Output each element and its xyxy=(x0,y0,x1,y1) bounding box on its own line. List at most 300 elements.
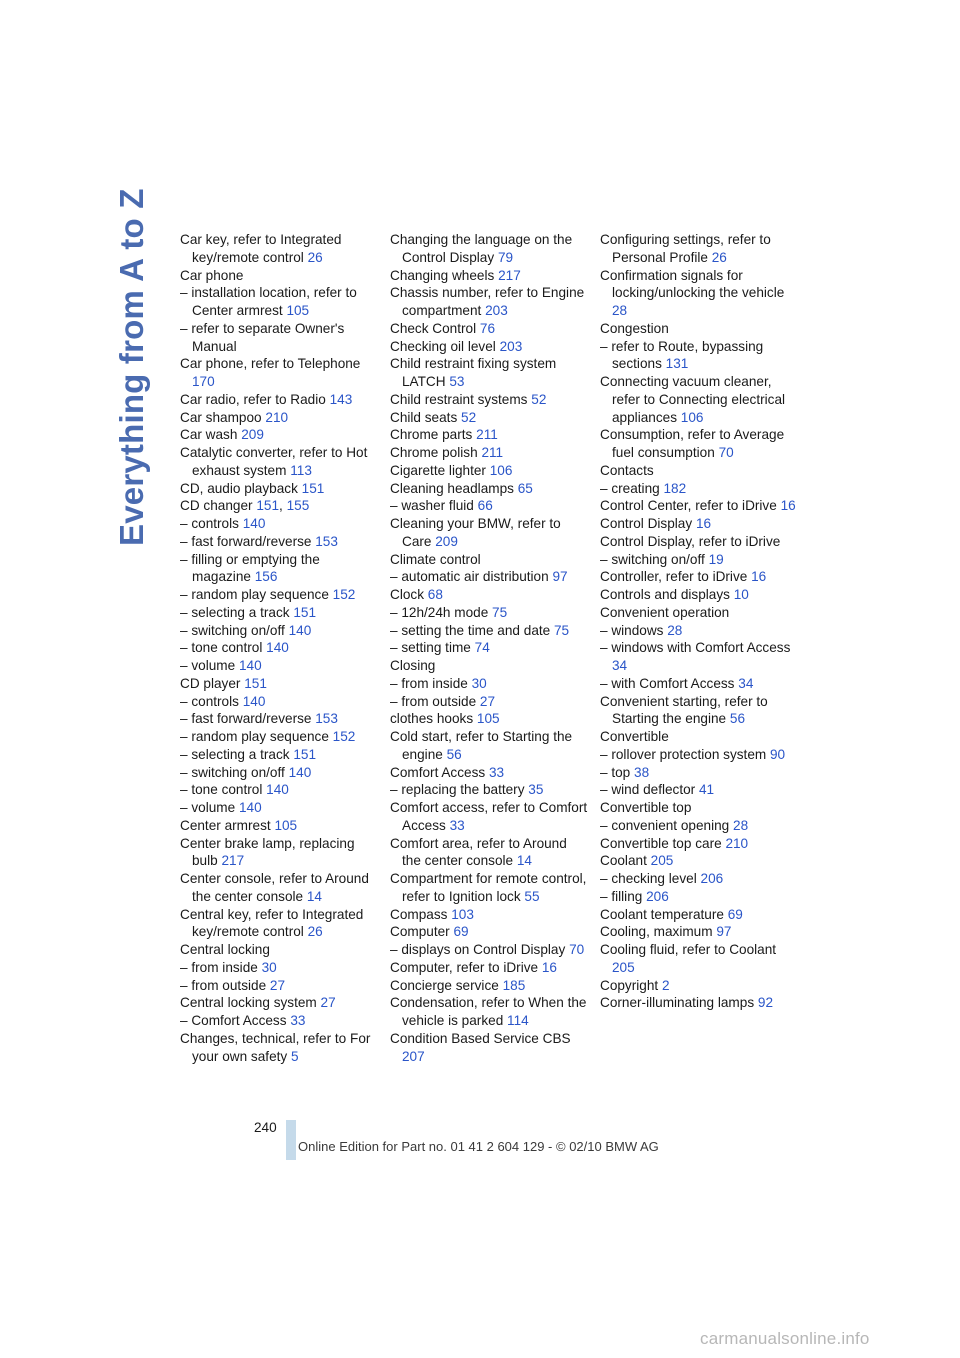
index-entry xyxy=(180,870,378,906)
index-entry-text: – washer fluid xyxy=(390,498,474,514)
index-entry xyxy=(600,977,798,995)
page-link[interactable]: 113 xyxy=(290,462,312,478)
index-entry-text: Cigarette lighter xyxy=(390,462,486,478)
index-entry-text: Corner-illuminating lamps xyxy=(600,995,755,1011)
page-link[interactable]: 33 xyxy=(449,817,465,833)
index-entry xyxy=(600,373,798,426)
index-entry-text: – tone control xyxy=(180,782,263,798)
index-entry xyxy=(390,462,588,480)
index-entry-text: – from inside xyxy=(390,675,468,691)
index-entry-text: – convenient opening xyxy=(600,817,730,833)
page-link[interactable]: 66 xyxy=(477,498,493,514)
page-link[interactable]: 28 xyxy=(667,622,683,638)
index-entry xyxy=(390,870,588,906)
page-link[interactable]: 217 xyxy=(498,267,521,283)
page-link[interactable]: 140 xyxy=(242,693,266,709)
page-link[interactable]: 106 xyxy=(680,409,704,425)
index-column-2 xyxy=(390,231,588,1065)
page-link[interactable]: 5 xyxy=(290,1048,299,1064)
page-link[interactable]: 69 xyxy=(453,924,469,940)
index-entry-text: Condition Based Service CBS xyxy=(390,1030,571,1046)
page-link[interactable]: 209 xyxy=(241,427,264,443)
page-link[interactable]: 211 xyxy=(481,445,504,460)
page-link[interactable]: 34 xyxy=(738,675,754,691)
index-entry-text: Coolant xyxy=(600,853,647,869)
page-link[interactable]: 70 xyxy=(569,942,585,957)
index-entry xyxy=(180,941,378,959)
index-entry-text: Control Display xyxy=(600,516,693,531)
page-link[interactable]: 210 xyxy=(725,835,749,851)
index-entry xyxy=(600,267,798,320)
index-entry xyxy=(390,568,588,586)
index-entry xyxy=(180,426,378,444)
page-link[interactable]: 16 xyxy=(541,959,557,975)
page-link[interactable]: 103 xyxy=(451,906,474,922)
index-entry xyxy=(600,799,798,817)
index-entry xyxy=(600,586,798,604)
page-link[interactable]: 38 xyxy=(634,764,650,780)
index-entry xyxy=(600,426,798,462)
page-link[interactable]: 151 xyxy=(293,746,317,762)
index-entry-text: Chassis number, refer to Engine compartment xyxy=(390,285,585,318)
page-link[interactable]: 16 xyxy=(751,569,767,585)
index-entry xyxy=(180,1012,378,1030)
index-entry xyxy=(600,746,798,764)
index-entry-text: – windows xyxy=(600,622,664,638)
index-entry xyxy=(600,888,798,906)
page-link[interactable]: 41 xyxy=(699,782,715,798)
watermark: carmanualsonline.info xyxy=(700,1329,870,1348)
index-entry xyxy=(600,923,798,941)
index-entry xyxy=(390,267,588,285)
index-entry xyxy=(600,764,798,782)
index-entry-text: – wind deflector xyxy=(600,782,696,798)
index-entry xyxy=(180,835,378,871)
page-link[interactable]: 140 xyxy=(242,516,266,531)
index-entry xyxy=(180,533,378,551)
page-link[interactable]: 26 xyxy=(307,924,323,940)
page-link[interactable]: 52 xyxy=(461,409,477,425)
page-link[interactable]: 26 xyxy=(711,249,727,265)
page-link[interactable]: 27 xyxy=(269,977,286,993)
index-entry-text: Convenient starting, refer to Starting the engine xyxy=(600,693,768,727)
index-entry xyxy=(600,515,798,533)
index-entry-text: – filling or emptying the magazine xyxy=(180,551,320,585)
page-link[interactable]: 207 xyxy=(402,1048,425,1064)
index-entry xyxy=(390,426,588,444)
page-link[interactable]: 92 xyxy=(757,995,774,1011)
index-entry xyxy=(390,693,588,711)
page-link[interactable]: 170 xyxy=(192,374,215,389)
page-link[interactable]: 34 xyxy=(612,658,628,673)
page-link[interactable]: 205 xyxy=(612,959,635,975)
index-entry-text: Car phone, refer to Telephone xyxy=(180,356,361,372)
index-entry-text: Car phone xyxy=(180,267,244,283)
index-entry-text: – switching on/off xyxy=(600,551,705,567)
index-entry-text: Connecting vacuum cleaner, refer to Connecting electrical appliances xyxy=(600,374,786,425)
page-link[interactable]: 16 xyxy=(695,516,712,531)
page-link[interactable]: 151 xyxy=(256,498,280,514)
index-entry-text: Congestion xyxy=(600,320,669,336)
index-entry xyxy=(180,586,378,604)
page-link[interactable]: 68 xyxy=(427,587,443,602)
index-entry xyxy=(390,604,588,622)
index-entry-text: Closing xyxy=(390,658,436,673)
index-entry-text: Check Control xyxy=(390,320,477,336)
index-entry xyxy=(180,764,378,782)
index-entry xyxy=(390,959,588,977)
index-entry-text: Cold start, refer to Starting the engine xyxy=(390,729,573,762)
index-entry-text: Control Display, refer to iDrive xyxy=(600,533,781,549)
index-entry xyxy=(390,320,588,338)
index-entry-text: Car shampoo xyxy=(180,409,262,425)
index-entry-text: Clock xyxy=(390,587,424,602)
index-entry xyxy=(390,231,588,267)
index-entry xyxy=(600,480,798,498)
page-link[interactable]: 56 xyxy=(729,711,746,727)
page-link[interactable]: 152 xyxy=(332,587,356,602)
index-entry xyxy=(390,799,588,835)
index-entry-text: Copyright xyxy=(600,977,659,993)
page-link[interactable]: 209 xyxy=(435,533,458,549)
index-entry-text: Comfort area, refer to Around the center console xyxy=(390,835,567,869)
page-link[interactable]: 10 xyxy=(733,587,749,602)
index-entry xyxy=(390,409,588,427)
index-entry-text: Compass xyxy=(390,906,448,922)
index-entry xyxy=(600,941,798,977)
page-link[interactable]: 27 xyxy=(479,693,496,709)
page-link[interactable]: 26 xyxy=(307,249,323,265)
page-link[interactable]: 206 xyxy=(700,871,724,886)
index-entry-text: – windows with Comfort Access xyxy=(600,640,791,656)
footer-accent-bar xyxy=(286,1120,296,1160)
index-entry-text: Cooling, maximum xyxy=(600,924,713,940)
index-entry xyxy=(600,781,798,799)
page-link[interactable]: 16 xyxy=(780,498,796,514)
index-entry-text: – setting the time and date xyxy=(390,622,551,638)
index-entry-text: Concierge service xyxy=(390,977,499,993)
index-entry xyxy=(390,515,588,551)
index-entry xyxy=(390,906,588,924)
index-entry-text: Controls and displays xyxy=(600,587,730,602)
index-entry-text: Climate control xyxy=(390,551,481,567)
index-entry xyxy=(180,284,378,320)
index-entry xyxy=(600,693,798,729)
index-entry-text: – from inside xyxy=(180,959,258,975)
page-link[interactable]: 140 xyxy=(238,658,262,673)
index-entry-text: – Comfort Access xyxy=(180,1013,287,1028)
index-entry xyxy=(180,604,378,622)
page-link[interactable]: 28 xyxy=(612,303,628,318)
index-entry-text: – selecting a track xyxy=(180,604,290,620)
page-link[interactable]: 90 xyxy=(770,746,786,762)
index-entry-text: – replacing the battery xyxy=(390,782,525,798)
index-entry-text: Cleaning headlamps xyxy=(390,480,514,496)
index-entry-text: – fast forward/reverse xyxy=(180,711,312,727)
page-link[interactable]: 185 xyxy=(502,977,526,993)
index-entry xyxy=(390,923,588,941)
page-link[interactable]: 153 xyxy=(315,533,338,549)
index-entry xyxy=(180,977,378,995)
index-entry xyxy=(600,338,798,374)
index-entry-text: Comfort Access xyxy=(390,764,486,780)
index-entry xyxy=(390,284,588,320)
index-entry-text: Computer xyxy=(390,924,450,940)
index-entry xyxy=(600,906,798,924)
index-entry xyxy=(180,391,378,409)
index-entry xyxy=(180,320,378,356)
index-entry xyxy=(600,551,798,569)
page-link[interactable]: 105 xyxy=(286,303,310,318)
page-link[interactable]: 14 xyxy=(516,853,532,869)
index-entry xyxy=(390,710,588,728)
index-entry-text: – setting time xyxy=(390,640,471,656)
page-link[interactable]: 114 xyxy=(507,1013,529,1028)
index-entry xyxy=(390,657,588,675)
page-link[interactable]: 140 xyxy=(266,640,289,656)
index-entry xyxy=(180,959,378,977)
index-entry-text: CD player xyxy=(180,675,241,691)
page-link[interactable]: 210 xyxy=(265,409,289,425)
index-entry-text: – automatic air distribution xyxy=(390,569,549,585)
page-link[interactable]: 35 xyxy=(528,782,544,798)
index-entry-text: Child restraint systems xyxy=(390,391,528,407)
page-link[interactable]: 140 xyxy=(266,782,289,798)
index-entry xyxy=(600,852,798,870)
index-entry xyxy=(390,391,588,409)
page-link[interactable]: 182 xyxy=(663,480,687,496)
index-entry xyxy=(390,480,588,498)
index-entry xyxy=(390,941,588,959)
index-entry-text: Changing the language on the Control Display xyxy=(390,232,573,265)
index-entry xyxy=(600,231,798,267)
page-link[interactable]: 140 xyxy=(238,800,262,815)
index-entry-text: CD changer xyxy=(180,498,253,514)
index-entry-text: Changes, technical, refer to For your own safety xyxy=(180,1030,371,1064)
index-entry-text: Central locking system xyxy=(180,995,317,1011)
index-entry xyxy=(180,728,378,746)
page-link[interactable]: 97 xyxy=(716,924,732,940)
index-entry-text: – random play sequence xyxy=(180,729,329,744)
page-link[interactable]: 151 xyxy=(244,675,267,691)
page-link[interactable]: 217 xyxy=(221,853,245,869)
index-entry xyxy=(390,355,588,391)
index-entry xyxy=(390,497,588,515)
index-entry xyxy=(180,799,378,817)
index-entry-text: Changing wheels xyxy=(390,267,495,283)
page-link[interactable]: 30 xyxy=(261,959,277,975)
index-entry-text: – selecting a track xyxy=(180,746,290,762)
index-entry-text: Controller, refer to iDrive xyxy=(600,569,748,585)
index-entry-text: Consumption, refer to Average fuel consumption xyxy=(600,427,785,460)
page-link[interactable]: 151 xyxy=(293,604,317,620)
index-entry-text: – volume xyxy=(180,800,236,815)
index-entry xyxy=(600,639,798,675)
index-entry-text: – controls xyxy=(180,516,239,531)
page-link[interactable]: 75 xyxy=(492,604,508,620)
index-entry xyxy=(180,710,378,728)
index-entry xyxy=(180,231,378,267)
page-link[interactable]: 52 xyxy=(531,391,547,407)
page-link[interactable]: 74 xyxy=(474,640,490,656)
index-entry-text: Checking oil level xyxy=(390,338,496,354)
index-entry xyxy=(390,728,588,764)
index-entry-text: Compartment for remote control, refer to Ignition lock xyxy=(390,871,587,904)
index-entry-text: – from outside xyxy=(180,977,267,993)
index-entry xyxy=(390,835,588,871)
page-link[interactable]: 33 xyxy=(488,764,505,780)
page-link[interactable]: 143 xyxy=(329,391,353,407)
page-link[interactable]: 19 xyxy=(708,551,724,567)
index-entry-text: – with Comfort Access xyxy=(600,675,735,691)
index-entry-text: – controls xyxy=(180,693,239,709)
index-entry-text: clothes hooks xyxy=(390,711,474,727)
index-entry xyxy=(180,639,378,657)
footer-edition-note: Online Edition for Part no. 01 41 2 604 129 - © 02/10 BMW AG xyxy=(298,1139,659,1154)
index-entry xyxy=(180,409,378,427)
index-entry-text: – tone control xyxy=(180,640,263,656)
index-entry-text: Chrome polish xyxy=(390,445,478,460)
index-entry-text: Catalytic converter, refer to Hot exhaust system xyxy=(180,445,368,478)
page-link[interactable]: 155 xyxy=(286,498,310,514)
index-entry-text: – 12h/24h mode xyxy=(390,604,489,620)
index-entry xyxy=(180,675,378,693)
page-link[interactable]: 69 xyxy=(727,906,743,922)
page-link[interactable]: 131 xyxy=(665,356,689,372)
index-entry-text: Contacts xyxy=(600,462,654,478)
page-link[interactable]: 105 xyxy=(476,711,500,727)
index-column-3 xyxy=(600,231,798,1012)
index-entry-text: Car wash xyxy=(180,427,238,443)
index-entry-text: Cleaning your BMW, refer to Care xyxy=(390,516,561,549)
page-link[interactable]: 75 xyxy=(554,622,570,638)
index-entry xyxy=(180,1030,378,1066)
index-entry-text: Child seats xyxy=(390,409,458,425)
index-entry-text: – displays on Control Display xyxy=(390,942,566,957)
page-link[interactable]: 140 xyxy=(288,622,312,638)
index-entry xyxy=(390,586,588,604)
index-entry xyxy=(600,994,798,1012)
index-entry xyxy=(390,338,588,356)
index-entry-text: Car radio, refer to Radio xyxy=(180,391,326,407)
index-entry-text: Convenient operation xyxy=(600,604,730,620)
index-entry-text: Convertible top xyxy=(600,800,692,815)
page-link[interactable]: 153 xyxy=(315,711,338,727)
page-link[interactable]: 205 xyxy=(650,853,674,869)
index-entry xyxy=(180,906,378,942)
index-entry-text: Central locking xyxy=(180,942,270,957)
index-entry xyxy=(390,551,588,569)
index-entry xyxy=(180,817,378,835)
index-entry-text: Car key, refer to Integrated key/remote control xyxy=(180,232,342,265)
index-entry xyxy=(180,444,378,480)
page-link[interactable]: 33 xyxy=(290,1013,306,1028)
page-link[interactable]: 79 xyxy=(497,249,514,265)
page-link[interactable]: 106 xyxy=(489,462,513,478)
page-link[interactable]: 97 xyxy=(552,569,568,585)
page-link[interactable]: 70 xyxy=(718,445,734,460)
index-entry xyxy=(600,675,798,693)
index-entry-text: – from outside xyxy=(390,693,477,709)
index-entry-text: Center brake lamp, replacing bulb xyxy=(180,835,355,869)
index-entry-text: – refer to Route, bypassing sections xyxy=(600,338,764,372)
index-entry-text: Convertible top care xyxy=(600,835,722,851)
page-link[interactable]: 203 xyxy=(499,338,523,354)
page-link[interactable]: 140 xyxy=(288,764,312,780)
page-link[interactable]: 206 xyxy=(646,888,669,904)
page-link[interactable]: 56 xyxy=(446,746,462,762)
index-entry-text: – rollover protection system xyxy=(600,746,767,762)
index-entry xyxy=(600,320,798,338)
index-entry xyxy=(180,657,378,675)
page-link[interactable]: 30 xyxy=(471,675,487,691)
index-entry-text: Computer, refer to iDrive xyxy=(390,959,539,975)
index-column-1 xyxy=(180,231,378,1065)
index-entry-text: Control Center, refer to iDrive xyxy=(600,498,777,514)
page-link[interactable]: 53 xyxy=(449,374,465,389)
page-link[interactable]: 55 xyxy=(524,888,540,904)
index-entry-text: CD, audio playback xyxy=(180,480,298,496)
index-entry-text: Convertible xyxy=(600,729,669,744)
index-entry-text: Chrome parts xyxy=(390,427,473,443)
index-entry xyxy=(180,622,378,640)
page-link[interactable]: 2 xyxy=(661,977,670,993)
page-link[interactable]: 65 xyxy=(517,480,533,496)
page-link[interactable]: 151 xyxy=(301,480,325,496)
index-entry-text: – filling xyxy=(600,888,643,904)
index-entry xyxy=(180,746,378,764)
index-entry xyxy=(180,515,378,533)
index-entry-text: Confirmation signals for locking/unlocking the vehicle xyxy=(600,267,785,301)
index-entry-text: – switching on/off xyxy=(180,764,285,780)
index-entry-text: – creating xyxy=(600,480,660,496)
index-entry-text: Central key, refer to Integrated key/remote control xyxy=(180,906,364,940)
index-entry-text: – random play sequence xyxy=(180,587,329,602)
index-entry-text: Child restraint fixing system LATCH xyxy=(390,356,557,389)
index-entry xyxy=(390,622,588,640)
page-link[interactable]: 28 xyxy=(733,817,749,833)
index-entry xyxy=(390,444,588,462)
index-entry xyxy=(600,568,798,586)
index-entry-text: Coolant temperature xyxy=(600,906,724,922)
index-entry xyxy=(180,267,378,285)
index-entry-text: – checking level xyxy=(600,871,697,886)
index-entry xyxy=(600,728,798,746)
index-entry xyxy=(180,693,378,711)
page-link[interactable]: 203 xyxy=(485,303,508,318)
page-link[interactable]: 156 xyxy=(254,569,278,585)
index-entry xyxy=(390,675,588,693)
index-entry xyxy=(600,604,798,622)
index-entry xyxy=(600,870,798,888)
index-entry xyxy=(180,551,378,587)
page-link[interactable]: 14 xyxy=(306,888,322,904)
page-link[interactable]: 152 xyxy=(332,729,356,744)
page-link[interactable]: 76 xyxy=(479,320,496,336)
index-entry-text: Center console, refer to Around the center console xyxy=(180,871,369,904)
index-entry xyxy=(390,639,588,657)
index-entry xyxy=(600,497,798,515)
page-link[interactable]: 105 xyxy=(274,817,298,833)
index-entry-text: Comfort access, refer to Comfort Access xyxy=(390,800,588,833)
index-entry xyxy=(390,977,588,995)
index-entry xyxy=(600,622,798,640)
page-link[interactable]: 27 xyxy=(320,995,336,1011)
index-entry-text: – switching on/off xyxy=(180,622,285,638)
page-link[interactable]: 211 xyxy=(476,427,498,443)
index-entry xyxy=(600,817,798,835)
index-entry xyxy=(180,480,378,498)
